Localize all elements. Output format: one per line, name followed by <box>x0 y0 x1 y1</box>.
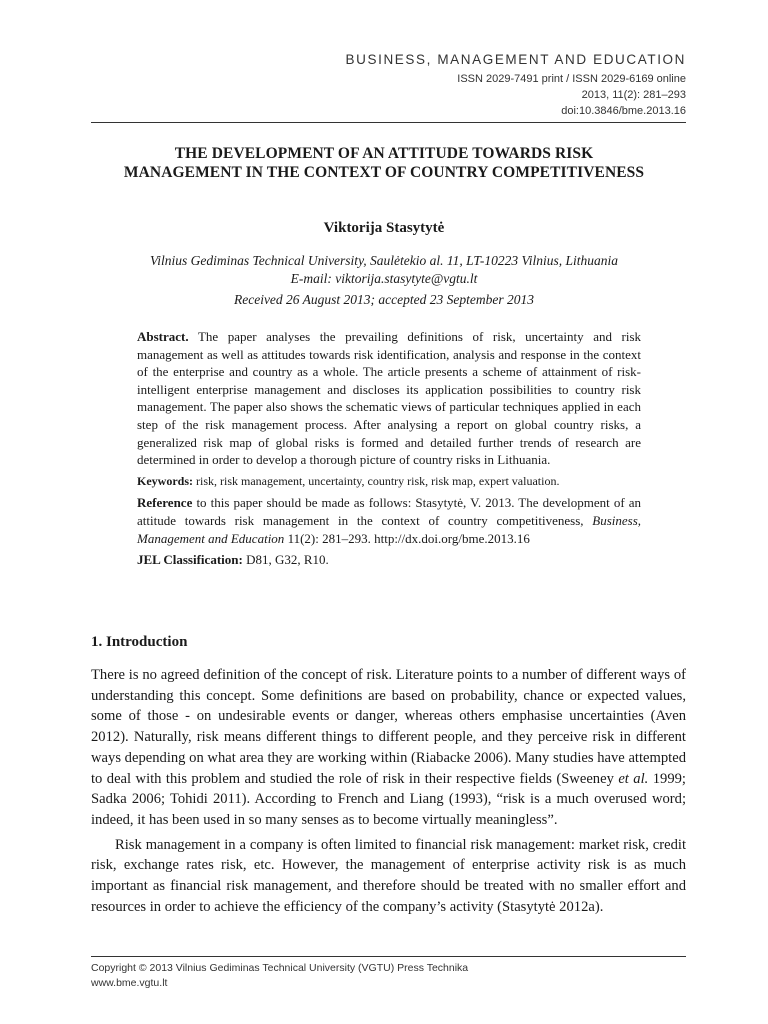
reference-text-before: to this paper should be made as follows: Stasytytė, V. 2013. The development of an attitude towards risk management in the context of country competitiveness, <box>137 495 641 528</box>
keywords-text: risk, risk management, uncertainty, country risk, risk map, expert valuation. <box>196 473 560 488</box>
reference-text-after: 11(2): 281–293. http://dx.doi.org/bme.2013.16 <box>287 530 530 546</box>
abstract <box>137 328 641 469</box>
journal-name: BUSINESS, MANAGEMENT AND EDUCATION <box>345 52 686 67</box>
body-text <box>91 665 686 917</box>
issn: ISSN 2029-7491 print / ISSN 2029-6169 online <box>457 73 686 85</box>
volume-info: 2013, 11(2): 281–293 <box>581 89 686 101</box>
section-heading: 1. Introduction <box>91 634 188 650</box>
title-line-1: THE DEVELOPMENT OF AN ATTITUDE TOWARDS RISK <box>174 145 594 162</box>
doi: doi:10.3846/bme.2013.16 <box>561 105 686 117</box>
keywords <box>137 473 641 491</box>
paper-title <box>60 144 708 182</box>
body-paragraph-2: Risk management in a company is often limited to financial risk management: market risk, credit risk, exchange rates risk, etc. However, the management of enterprise activity risk is as much important as financial risk management, and therefore should be treated with no smaller effort and resources in order to achieve the efficiency of the company’s activity (Stasytytė 2012a). <box>91 836 686 915</box>
journal-header <box>346 52 686 119</box>
page-footer <box>91 961 468 991</box>
copyright: Copyright © 2013 Vilnius Gediminas Technical University (VGTU) Press Technika <box>91 962 469 974</box>
reference <box>137 494 641 547</box>
abstract-block <box>137 328 641 573</box>
body-paragraph-1 <box>91 665 686 831</box>
jel-label: JEL Classification: <box>137 552 243 568</box>
abstract-label: Abstract. <box>137 329 189 344</box>
keywords-label: Keywords: <box>137 473 193 488</box>
jel-text: D81, G32, R10. <box>246 552 329 568</box>
author-name: Viktorija Stasytytė <box>323 220 445 236</box>
abstract-text: The paper analyses the prevailing definitions of risk, uncertainty and risk management as well as attitudes towards risk identification, analysis and response in the context of the enterprise and country as a whole. The article presents a scheme of attainment of risk-intelligent enterprise management and discloses its application possibilities to country risk management. The paper also shows the schematic views of particular techniques applied in each step of the risk management process. After analysing a report on global country risks, a generalized risk map of global risks is formed and detailed further trends of research are determined in order to develop a thorough picture of country risks in Lithuania. <box>137 329 642 468</box>
reference-label: Reference <box>137 495 193 511</box>
body-p1-etal: et al. <box>618 770 649 787</box>
footer-rule <box>91 956 686 957</box>
affiliation-institution: Vilnius Gediminas Technical University, Saulėtekio al. 11, LT-10223 Vilnius, Lithuania <box>149 253 619 268</box>
journal-url: www.bme.vgtu.lt <box>91 977 168 989</box>
body-p1-part-a: There is no agreed definition of the concept of risk. Literature points to a number of different ways of understanding this concept. Some definitions are based on probability, chance or expected values, some of those - on undesirable events or danger, whereas others emphasise uncertainties (Aven 2012). Naturally, risk means different things to different people, and they perceive risk in different ways depending on what area they are working within (Riabacke 2006). Many studies have attempted to deal with this problem and studied the role of risk in their respective fields (Sweeney <box>91 667 686 787</box>
header-rule <box>91 122 686 123</box>
jel-classification <box>137 551 641 569</box>
title-line-2: MANAGEMENT IN THE CONTEXT OF COUNTRY COMPETITIVENESS <box>123 164 645 181</box>
body-p1-part-b: 1999; Sadka 2006; Tohidi 2011). According to French and Liang (1993), “risk is a much overused word; indeed, it has been used in so many senses as to become virtually meaningless”. <box>91 770 686 828</box>
reference-journal: Business, Management and Education <box>137 512 642 546</box>
affiliation-block <box>60 252 708 309</box>
received-dates: Received 26 August 2013; accepted 23 September 2013 <box>233 292 535 307</box>
author-email: E-mail: viktorija.stasytyte@vgtu.lt <box>290 271 478 286</box>
